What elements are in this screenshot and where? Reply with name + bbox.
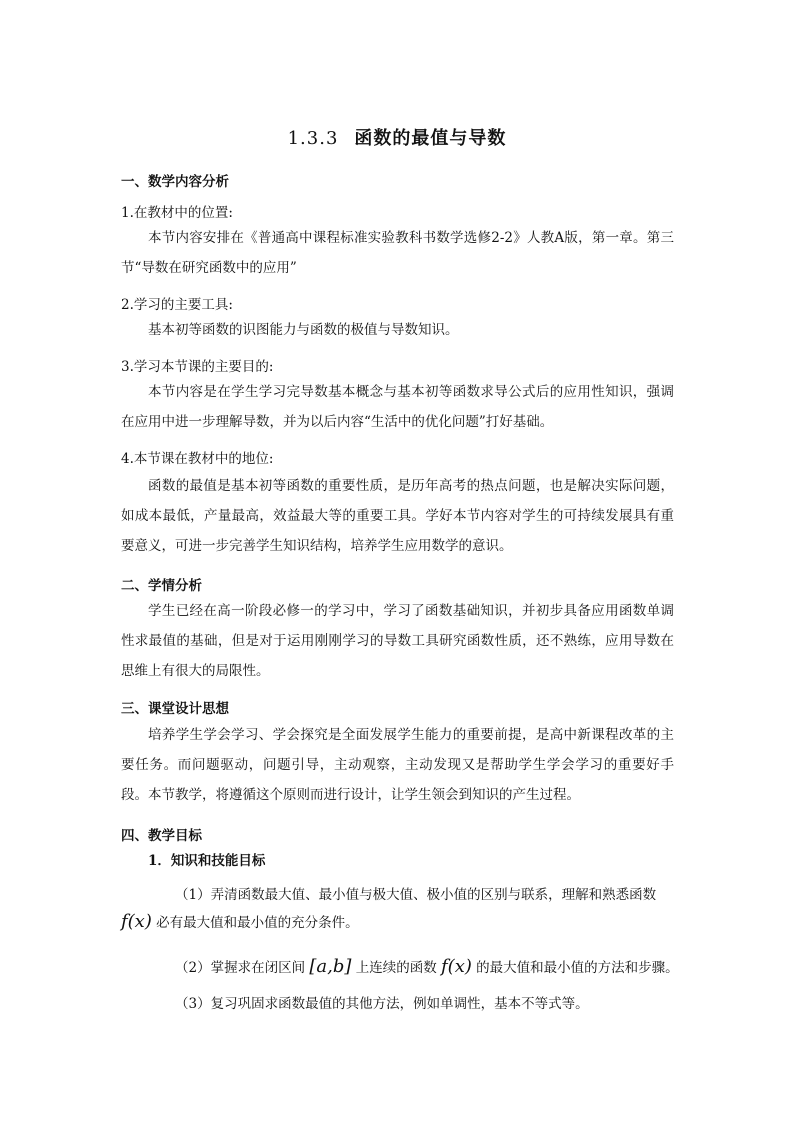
- section-number: 1.3.3: [287, 128, 339, 149]
- label-tools: 2.学习的主要工具:: [121, 297, 233, 313]
- paragraph-status: 函数的最值是基本初等函数的重要性质，是历年高考的热点问题，也是解决实际问题，如成本最低，产量最高，效益最大等的重要工具。学好本节内容对学生的可持续发展具有重要意义，可进一步完善学生知识结构，培养学生应用数学的意识。: [121, 478, 674, 554]
- subheading-knowledge-skills: 1．知识和技能目标: [148, 853, 266, 869]
- page-title: [0, 124, 794, 150]
- goal-3-text: （3）复习巩固求函数最值的其他方法，例如单调性，基本不等式等。: [175, 996, 589, 1012]
- paragraph-purpose: 本节内容是在学生学习完导数基本概念与基本初等函数求导公式后的应用性知识，强调在应用中进一步理解导数，并为以后内容“生活中的优化问题”打好基础。: [121, 384, 674, 430]
- label-purpose: 3.学习本节课的主要目的:: [121, 359, 274, 375]
- goal-2-line: [175, 956, 679, 977]
- goal-2-text-c: 的最大值和最小值的方法和步骤。: [476, 960, 679, 976]
- heading-teaching-goals: 四、教学目标: [121, 828, 202, 844]
- goal-1-text-b: 必有最大值和最小值的充分条件。: [156, 915, 359, 931]
- formula-interval: [a,b]: [309, 956, 352, 977]
- paragraph-tools: 基本初等函数的识图能力与函数的极值与导数知识。: [148, 322, 459, 338]
- goal-2-text-a: （2）掌握求在闭区间: [175, 960, 306, 976]
- label-position: 1.在教材中的位置:: [121, 205, 233, 221]
- paragraph-position: 本节内容安排在《普通高中课程标准实验教科书数学选修2-2》人教A版，第一章。第三节“导数在研究函数中的应用”: [121, 230, 674, 276]
- heading-learner-analysis: 二、学情分析: [121, 578, 202, 594]
- goal-1-line-2: [121, 911, 359, 932]
- formula-fx: f(x): [121, 911, 152, 932]
- paragraph-design-thinking: 培养学生学会学习、学会探究是全面发展学生能力的重要前提，是高中新课程改革的主要任务。而问题驱动，问题引导，主动观察，主动发现又是帮助学生学会学习的重要好手段。本节教学，将遵循这个原则而进行设计，让学生领会到知识的产生过程。: [121, 727, 674, 803]
- heading-design-thinking: 三、课堂设计思想: [121, 701, 229, 717]
- goal-3-line: [175, 992, 589, 1012]
- goal-1-line-1: [175, 883, 656, 903]
- title-text: 函数的最值与导数: [354, 128, 507, 149]
- paragraph-learner-analysis: 学生已经在高一阶段必修一的学习中，学习了函数基础知识，并初步具备应用函数单调性求最值的基础，但是对于运用刚刚学习的导数工具研究函数性质，还不熟练，应用导数在思维上有很大的局限性。: [121, 603, 674, 679]
- formula-fx-2: f(x): [441, 956, 472, 977]
- goal-1-text-a: （1）弄清函数最大值、最小值与极大值、极小值的区别与联系，理解和熟悉函数: [175, 887, 657, 903]
- label-status: 4.本节课在教材中的地位:: [121, 451, 274, 467]
- heading-content-analysis: 一、数学内容分析: [121, 174, 229, 190]
- goal-2-text-b: 上连续的函数: [355, 960, 437, 976]
